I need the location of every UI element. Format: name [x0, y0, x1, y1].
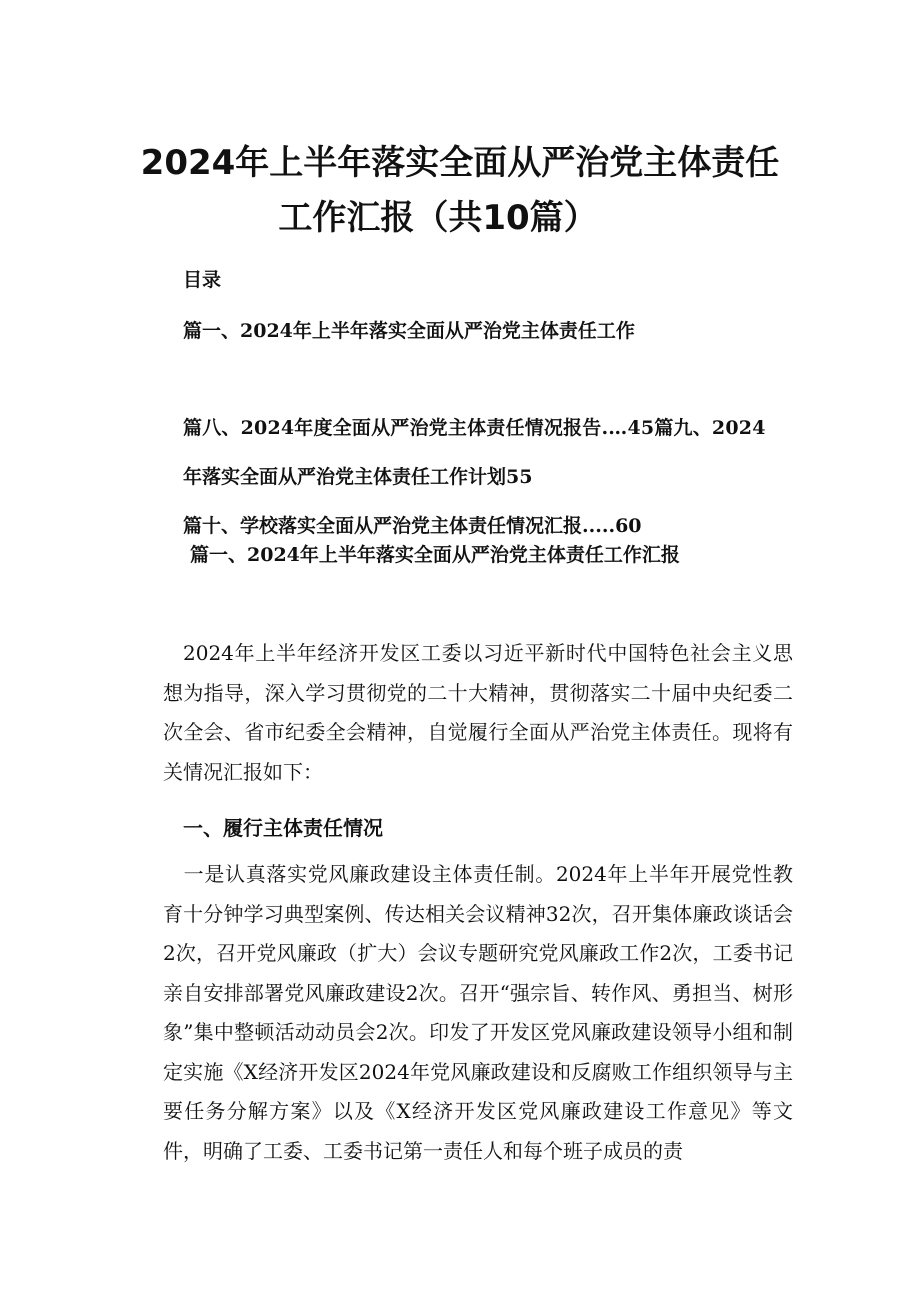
section-title: 篇一、2024年上半年落实全面从严治党主体责任工作汇报 [190, 544, 680, 566]
toc-entry: 篇八、2024年度全面从严治党主体责任情况报告.…45篇九、2024 [183, 417, 766, 439]
toc-entry: 篇一、2024年上半年落实全面从严治党主体责任工作 [183, 320, 635, 342]
body-paragraph [163, 855, 793, 1171]
body-paragraph-text: 2024年上半年经济开发区工委以习近平新时代中国特色社会主义思想为指导，深入学习贯彻党的二十大精神，贯彻落实二十届中央纪委二次全会、省市纪委全会精神，自觉履行全面从严治党主体责任。现将有关情况汇报如下： [163, 641, 793, 784]
toc-label: 目录 [183, 269, 222, 291]
toc-entry: 篇十、学校落实全面从严治党主体责任情况汇报.....60 [183, 515, 642, 537]
body-paragraph-text: 一是认真落实党风廉政建设主体责任制。2024年上半年开展党性教育十分钟学习典型案例、传达相关会议精神32次，召开集体廉政谈话会2次，召开党风廉政（扩大）会议专题研究党风廉政工作2次，工委书记亲自安排部署党风廉政建设2次。召开“强宗旨、转作风、勇担当、树形象”集中整顿活动动员会2次。印发了开发区党风廉政建设领导小组和制定实施《X经济开发区2024年党风廉政建设和反腐败工作组织领导与主要任务分解方案》以及《X经济开发区党风廉政建设工作意见》等文件，明确了工委、工委书记第一责任人和每个班子成员的责 [163, 862, 793, 1163]
body-paragraph [163, 634, 793, 792]
section-heading: 一、履行主体责任情况 [183, 816, 383, 840]
toc-entry: 年落实全面从严治党主体责任工作计划55 [183, 466, 533, 488]
document-title-line-2: 工作汇报（共10篇） [278, 198, 598, 238]
document-title-line-1: 2024年上半年落实全面从严治党主体责任 [140, 143, 780, 183]
